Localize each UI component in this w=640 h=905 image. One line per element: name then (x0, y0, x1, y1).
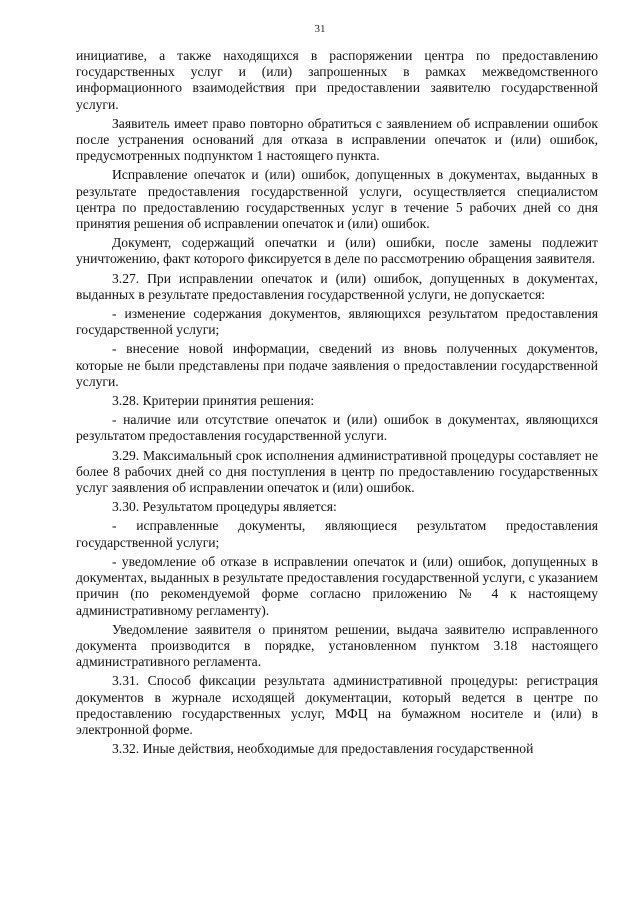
list-item: - наличие или отсутствие опечаток и (или) ошибок в документах, являющихся результатом предоставления государственной услуги. (76, 412, 598, 444)
paragraph-3-32: 3.32. Иные действия, необходимые для предоставления государственной (112, 741, 534, 757)
paragraph-continuation: инициативе, а также находящихся в распоряжении центра по предоставлению государственных услуг и (или) запрошенных в рамках межведомственного информационного взаимодействия при предоставлении заявителю государственной услуги. (76, 48, 598, 112)
paragraph-3-29: 3.29. Максимальный срок исполнения административной процедуры составляет не более 8 рабочих дней со дня поступления в центр по предоставлению государственных услуг заявления об исправлении опечаток и (или) ошибок. (76, 447, 598, 496)
list-item: - внесение новой информации, сведений из вновь полученных документов, которые не были представлены при подаче заявления о предоставлении государственной услуги. (76, 341, 598, 389)
paragraph: Уведомление заявителя о принятом решении, выдача заявителю исправленного документа производится в порядке, установленном пунктом 3.18 настоящего административного регламента. (76, 621, 598, 670)
paragraph: Заявитель имеет право повторно обратиться с заявлением об исправлении ошибок после устранения оснований для отказа в исправлении опечаток и (или) ошибок, предусмотренных подпунктом 1 настоящего пункта. (76, 115, 598, 164)
paragraph: Документ, содержащий опечатки и (или) ошибки, после замены подлежит уничтожению, факт которого фиксируется в деле по рассмотрению обращения заявителя. (76, 235, 598, 267)
paragraph-3-31: 3.31. Способ фиксации результата административной процедуры: регистрация документов в журнале исходящей документации, который ведется в центре по предоставлению государственных услуг, МФЦ на бумажном носителе и (или) в электронной форме. (76, 673, 598, 737)
paragraph-3-27: 3.27. При исправлении опечаток и (или) ошибок, допущенных в документах, выданных в результате предоставления государственной услуги, не допускается: (76, 270, 598, 302)
paragraph: Исправление опечаток и (или) ошибок, допущенных в документах, выданных в результате предоставления государственной услуги, осуществляется специалистом центра по предоставлению государственных услуг в течение 5 рабочих дней со дня принятия решения об исправлении опечаток и (или) ошибок. (76, 167, 598, 232)
list-item: - уведомление об отказе в исправлении опечаток и (или) ошибок, допущенных в документах, выданных в результате предоставления государственной услуги, с указанием причин (по рекомендуемой форме согласно приложению № 4 к настоящему административному регламенту). (76, 553, 598, 618)
list-item: - исправленные документы, являющиеся результатом предоставления государственной услуги; (76, 518, 598, 550)
document-body (76, 48, 598, 757)
paragraph-3-30: 3.30. Результатом процедуры является: (112, 499, 337, 515)
list-item: - изменение содержания документов, являющихся результатом предоставления государственной услуги; (76, 306, 598, 338)
page-number: 31 (314, 23, 326, 35)
paragraph-3-28: 3.28. Критерии принятия решения: (112, 393, 315, 409)
